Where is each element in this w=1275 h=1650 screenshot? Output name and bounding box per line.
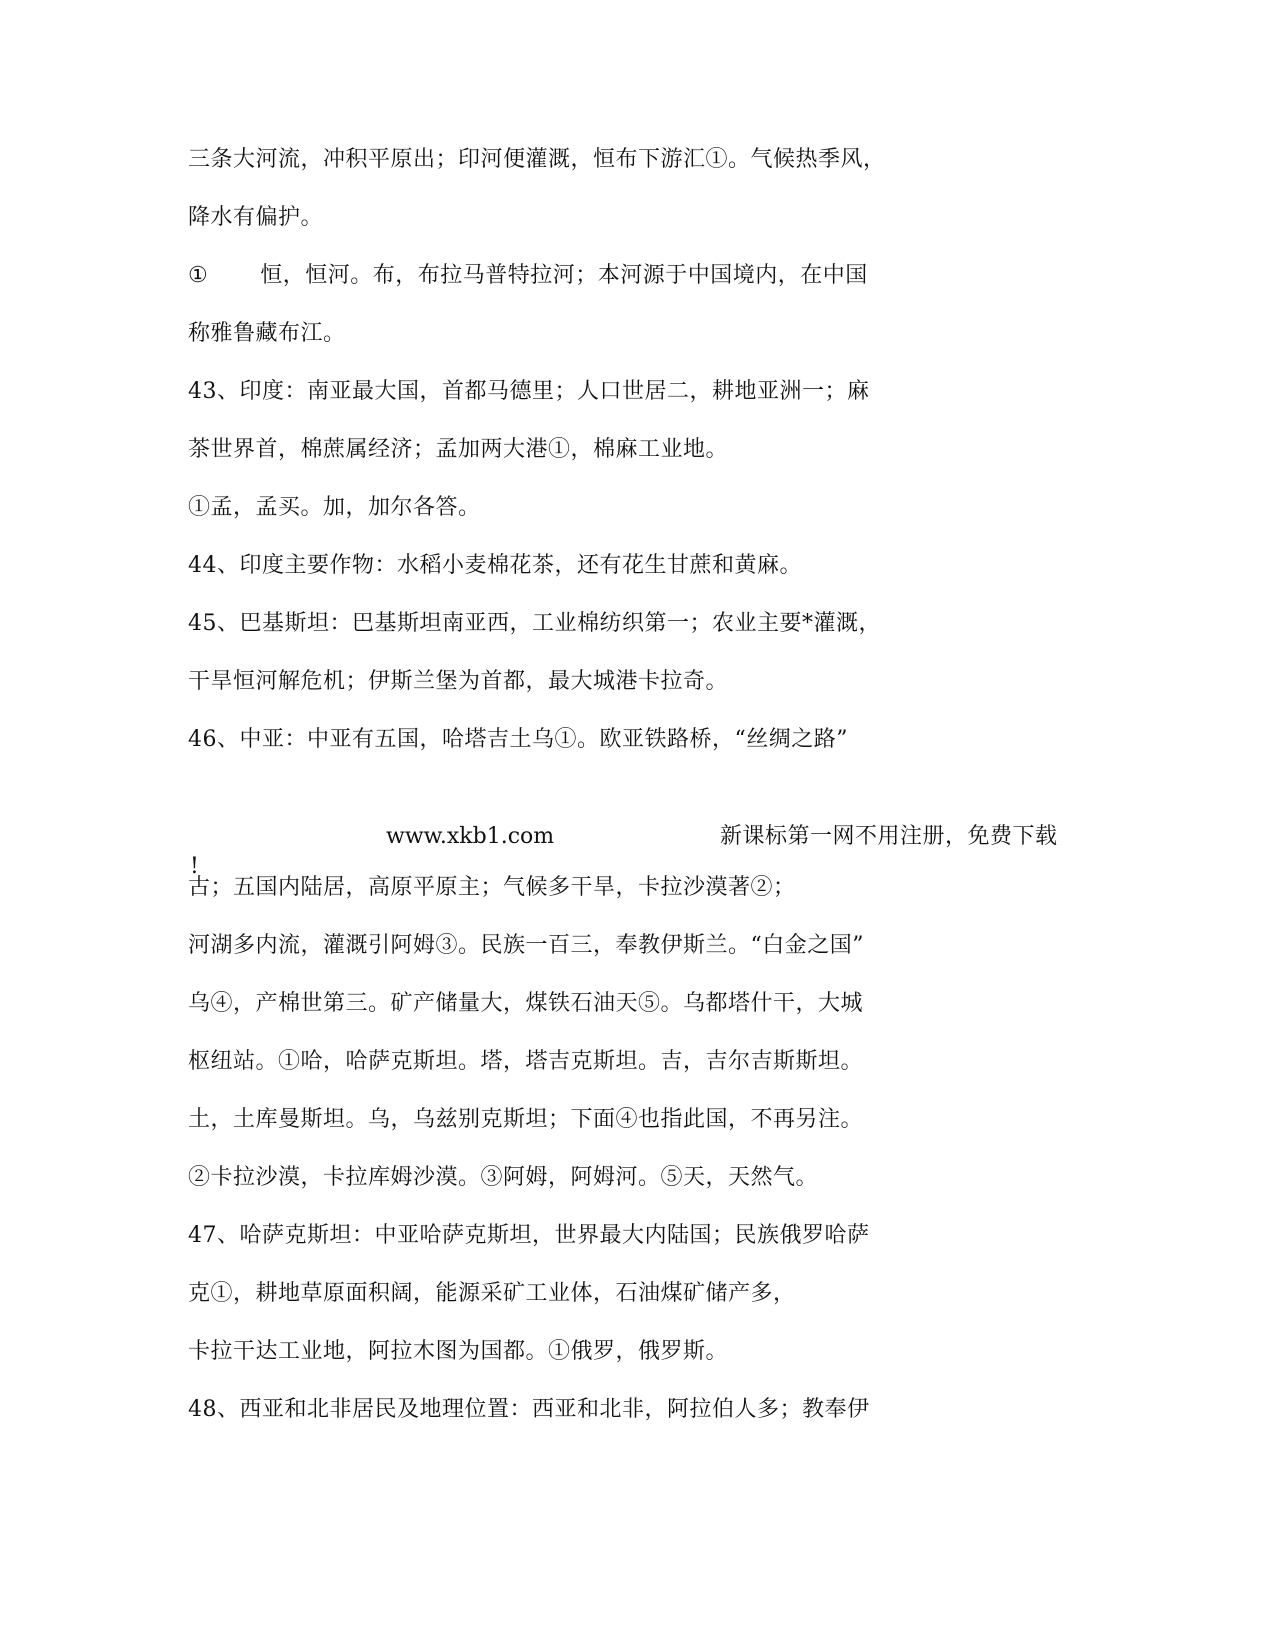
text-line	[188, 262, 868, 290]
text-line: 茶世界首，棉蔗属经济；孟加两大港①，棉麻工业地。	[188, 437, 729, 462]
text-line: ②卡拉沙漠，卡拉库姆沙漠。③阿姆，阿姆河。⑤天，天然气。	[188, 1165, 819, 1190]
text-line: 克①，耕地草原面积阔，能源采矿工业体，石油煤矿储产多，	[188, 1281, 796, 1306]
text-line: 称雅鲁藏布江。	[188, 321, 346, 346]
text-line: 46、中亚：中亚有五国，哈塔吉土乌①。欧亚铁路桥，“丝绸之路”	[188, 727, 848, 752]
text-line: 44、印度主要作物：水稻小麦棉花茶，还有花生甘蔗和黄麻。	[188, 553, 802, 578]
text-line: 43、印度：南亚最大国，首都马德里；人口世居二，耕地亚洲一；麻	[188, 379, 870, 404]
site-url: www.xkb1.com	[386, 824, 555, 849]
footnote-text: 恒，恒河。布，布拉马普特拉河；本河源于中国境内，在中国	[260, 263, 868, 288]
text-line: ①孟，孟买。加，加尔各答。	[188, 495, 481, 520]
slogan-exclamation: !	[190, 854, 199, 879]
text-line: 降水有偏护。	[188, 205, 324, 230]
text-line: 土，土库曼斯坦。乌，乌兹别克斯坦；下面④也指此国，不再另注。	[188, 1107, 864, 1132]
text-line: 45、巴基斯坦：巴基斯坦南亚西，工业棉纺织第一；农业主要*灌溉，	[188, 611, 881, 636]
text-line: 三条大河流，冲积平原出；印河便灌溉，恒布下游汇①。气候热季风，	[188, 147, 886, 172]
site-slogan: 新课标第一网不用注册，免费下载	[720, 824, 1058, 849]
text-line: 河湖多内流，灌溉引阿姆③。民族一百三，奉教伊斯兰。“白金之国”	[188, 933, 864, 958]
text-line: 48、西亚和北非居民及地理位置：西亚和北非，阿拉伯人多；教奉伊	[188, 1397, 870, 1422]
text-line: 干旱恒河解危机；伊斯兰堡为首都，最大城港卡拉奇。	[188, 669, 729, 694]
text-line: 47、哈萨克斯坦：中亚哈萨克斯坦，世界最大内陆国；民族俄罗哈萨	[188, 1223, 870, 1248]
text-line: 卡拉干达工业地，阿拉木图为国都。①俄罗，俄罗斯。	[188, 1339, 729, 1364]
text-line: 古；五国内陆居，高原平原主；气候多干旱，卡拉沙漠著②；	[188, 875, 796, 900]
text-line: 枢纽站。①哈，哈萨克斯坦。塔，塔吉克斯坦。吉，吉尔吉斯斯坦。	[188, 1049, 864, 1074]
text-line: 乌④，产棉世第三。矿产储量大，煤铁石油天⑤。乌都塔什干，大城	[188, 991, 864, 1016]
footnote-marker: ①	[188, 263, 209, 288]
